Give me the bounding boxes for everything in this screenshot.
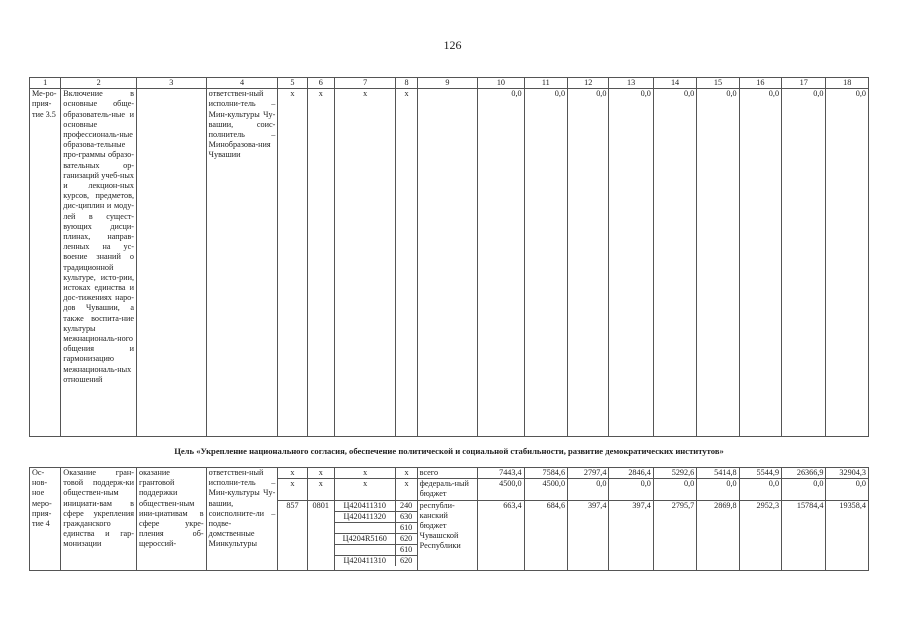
col-header: 12 <box>568 78 609 89</box>
year-value: 663,4 <box>478 500 524 570</box>
year-value: 2846,4 <box>609 468 653 479</box>
code-row <box>335 501 417 512</box>
col-header: 3 <box>137 78 207 89</box>
col-header: 2 <box>61 78 137 89</box>
year-value: 0,0 <box>568 479 609 500</box>
year-value: 5544,9 <box>739 468 781 479</box>
col-header: 6 <box>307 78 334 89</box>
year-value: 19358,4 <box>826 500 869 570</box>
year-value: 397,4 <box>568 500 609 570</box>
year-value: 0,0 <box>609 479 653 500</box>
expense-type: х <box>396 479 417 500</box>
section-code: х <box>307 89 334 437</box>
col-header: 16 <box>739 78 781 89</box>
section-code: х <box>307 479 334 500</box>
responsible-executor: ответствен-ный исполни-тель – Мин-культуры Чу-вашии, соис-полнитель – Минобразова-ния Чувашии <box>206 89 278 437</box>
target-article <box>335 523 395 533</box>
col-header: 9 <box>417 78 478 89</box>
expense-type: 630 <box>399 511 413 521</box>
year-value: 0,0 <box>609 89 653 437</box>
funding-source: всего <box>417 468 478 479</box>
col-header: 1 <box>30 78 61 89</box>
event-number: Ме-ро-прия-тие 3.5 <box>30 89 61 437</box>
funding-source: республи-канский бюджет Чувашской Республики <box>417 500 478 570</box>
expense-type: х <box>396 468 417 479</box>
year-value: 0,0 <box>826 479 869 500</box>
target-article: Ц420411310 <box>335 501 396 511</box>
year-value: 2795,7 <box>653 500 696 570</box>
responsible-executor: ответствен-ный исполни-тель – Мин-культуры Чу-вашии, соисполните-ли – подве-домственные Минкультуры <box>206 468 278 571</box>
year-value: 5414,8 <box>697 468 739 479</box>
target-article: Ц420411310 <box>335 556 396 566</box>
expense-type: 240 <box>399 500 413 510</box>
year-value: 0,0 <box>568 89 609 437</box>
year-value: 0,0 <box>653 479 696 500</box>
page-number: 126 <box>443 38 462 52</box>
year-value: 4500,0 <box>478 479 524 500</box>
expense-type: 610 <box>395 545 417 555</box>
grbs-code: х <box>278 468 307 479</box>
year-value: 2952,3 <box>739 500 781 570</box>
event-goal <box>137 89 207 437</box>
expense-type: х <box>396 89 417 437</box>
year-value: 15784,4 <box>782 500 826 570</box>
target-article: х <box>334 468 396 479</box>
table-row <box>30 89 869 437</box>
year-value: 0,0 <box>739 479 781 500</box>
col-header: 18 <box>826 78 869 89</box>
funding-source: федераль-ный бюджет <box>417 479 478 500</box>
year-value: 5292,6 <box>653 468 696 479</box>
code-row <box>335 512 417 523</box>
year-value: 0,0 <box>524 89 567 437</box>
year-value: 0,0 <box>782 479 826 500</box>
column-number-row <box>30 78 869 89</box>
code-row <box>335 523 417 534</box>
col-header: 8 <box>396 78 417 89</box>
code-row <box>335 556 417 566</box>
event-goal: оказание грантовой поддержки обществен-ным ини-циативам в сфере укре-пления об-щероссий- <box>137 468 207 571</box>
col-header: 4 <box>206 78 278 89</box>
goal-heading: Цель «Укрепление национального согласия, обеспечение политической и социальной стабильности, развитие демократических институтов» <box>174 446 724 456</box>
year-value: 0,0 <box>739 89 781 437</box>
code-row <box>335 545 417 556</box>
year-value: 7584,6 <box>524 468 567 479</box>
year-value: 2797,4 <box>568 468 609 479</box>
event-number: Ос-нов-ное меро-прия-тие 4 <box>30 468 61 571</box>
year-value: 397,4 <box>609 500 653 570</box>
year-value: 0,0 <box>782 89 826 437</box>
year-value: 7443,4 <box>478 468 524 479</box>
target-article <box>335 545 395 555</box>
program-table-top <box>29 77 869 437</box>
table-row-total <box>30 468 869 479</box>
funding-source <box>417 89 478 437</box>
year-value: 0,0 <box>826 89 869 437</box>
grbs-code: 857 <box>278 500 307 570</box>
year-value: 2869,8 <box>697 500 739 570</box>
event-description: Оказание гран-товой поддерж-ки обществен-ным инициати-вам в сфере укрепления гражданского единства и гар-монизации <box>61 468 137 571</box>
col-header: 5 <box>278 78 307 89</box>
expense-type: 610 <box>395 523 417 533</box>
year-value: 0,0 <box>653 89 696 437</box>
expense-type: 620 <box>399 533 413 543</box>
col-header: 10 <box>478 78 524 89</box>
grbs-code: х <box>278 479 307 500</box>
year-value: 684,6 <box>524 500 567 570</box>
code-row <box>335 534 417 545</box>
grbs-code: х <box>278 89 307 437</box>
col-header: 13 <box>609 78 653 89</box>
col-header: 15 <box>697 78 739 89</box>
col-header: 14 <box>653 78 696 89</box>
event-description: Включение в основные обще-образователь-ные и основные профессиональ-ные образова-тельные про-граммы образо-вательных ор-ганизаций учеб-ных и лекцион-ных курсов, предметов, дис-циплин и моду-лей в сущест-вующих дисци-плинах, направ-ленных на ус-воение знаний о традиционной культуре, исто-рии, истоках единства и дос-тижениях наро-дов Чувашии, а также воспита-ние культуры межнациональ-ного общения и гармонизацию межнациональ-ных отношений <box>61 89 137 437</box>
year-value: 0,0 <box>697 479 739 500</box>
code-list <box>334 500 417 570</box>
target-article: Ц4204R5160 <box>335 534 396 544</box>
section-code: 0801 <box>307 500 334 570</box>
year-value: 0,0 <box>478 89 524 437</box>
expense-type: 620 <box>399 555 413 565</box>
program-table-bottom <box>29 467 869 571</box>
col-header: 11 <box>524 78 567 89</box>
target-article: Ц420411320 <box>335 512 396 522</box>
year-value: 0,0 <box>697 89 739 437</box>
col-header: 17 <box>782 78 826 89</box>
col-header: 7 <box>334 78 396 89</box>
target-article: х <box>334 479 396 500</box>
year-value: 32904,3 <box>826 468 869 479</box>
year-value: 26366,9 <box>782 468 826 479</box>
year-value: 4500,0 <box>524 479 567 500</box>
section-code: х <box>307 468 334 479</box>
target-article: х <box>334 89 396 437</box>
